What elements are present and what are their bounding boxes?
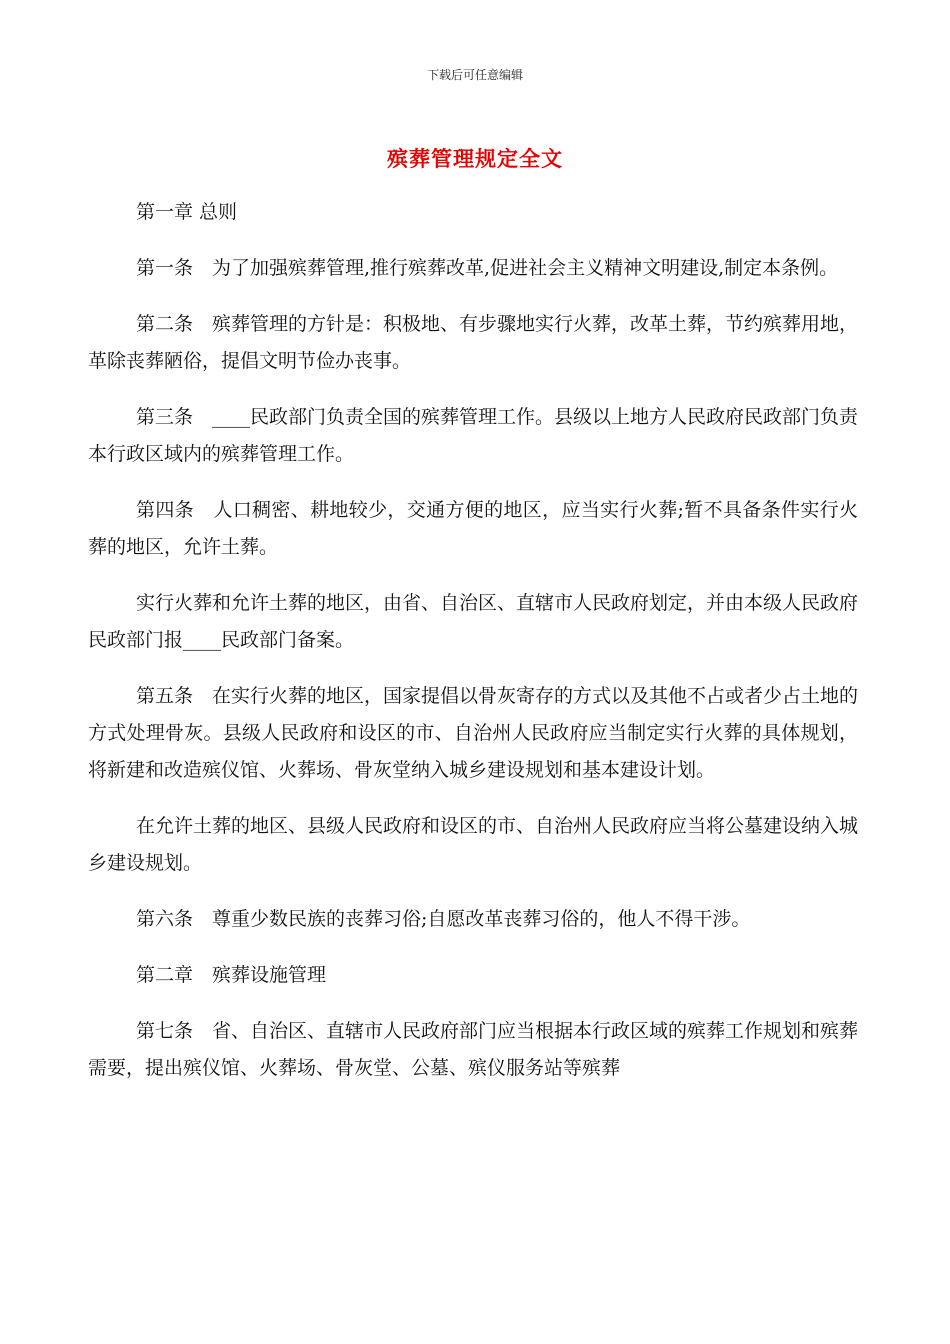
article-5-para-2: 在允许土葬的地区、县级人民政府和设区的市、自治州人民政府应当将公墓建设纳入城乡建设规划。 bbox=[88, 815, 859, 874]
chapter-1-heading: 第一章 总则 bbox=[136, 201, 238, 223]
article-1: 第一条 为了加强殡葬管理,推行殡葬改革,促进社会主义精神文明建设,制定本条例。 bbox=[136, 257, 839, 279]
chapter-2-heading: 第二章 殡葬设施管理 bbox=[136, 964, 327, 986]
document-body bbox=[88, 194, 858, 1106]
article-2: 第二条 殡葬管理的方针是：积极地、有步骤地实行火葬，改革土葬，节约殡葬用地，革除丧葬陋俗，提倡文明节俭办丧事。 bbox=[88, 313, 859, 372]
header-note: 下载后可任意编辑 bbox=[426, 68, 523, 82]
document-title: 殡葬管理规定全文 bbox=[387, 146, 563, 171]
article-7: 第七条 省、自治区、直辖市人民政府部门应当根据本行政区域的殡葬工作规划和殡葬需要，提出殡仪馆、火葬场、骨灰堂、公墓、殡仪服务站等殡葬 bbox=[88, 1020, 859, 1079]
article-6: 第六条 尊重少数民族的丧葬习俗;自愿改革丧葬习俗的，他人不得干涉。 bbox=[136, 908, 751, 930]
article-4: 第四条 人口稠密、耕地较少，交通方便的地区，应当实行火葬;暂不具备条件实行火葬的地区，允许土葬。 bbox=[88, 499, 858, 558]
article-3: 第三条 ____民政部门负责全国的殡葬管理工作。县级以上地方人民政府民政部门负责本行政区域内的殡葬管理工作。 bbox=[88, 406, 859, 465]
article-5: 第五条 在实行火葬的地区，国家提倡以骨灰寄存的方式以及其他不占或者少占土地的方式处理骨灰。县级人民政府和设区的市、自治州人民政府应当制定实行火葬的具体规划，将新建和改造殡仪馆、火葬场、骨灰堂纳入城乡建设规划和基本建设计划。 bbox=[88, 685, 859, 781]
article-4-para-2: 实行火葬和允许土葬的地区，由省、自治区、直辖市人民政府划定，并由本级人民政府民政部门报____民政部门备案。 bbox=[88, 592, 859, 651]
